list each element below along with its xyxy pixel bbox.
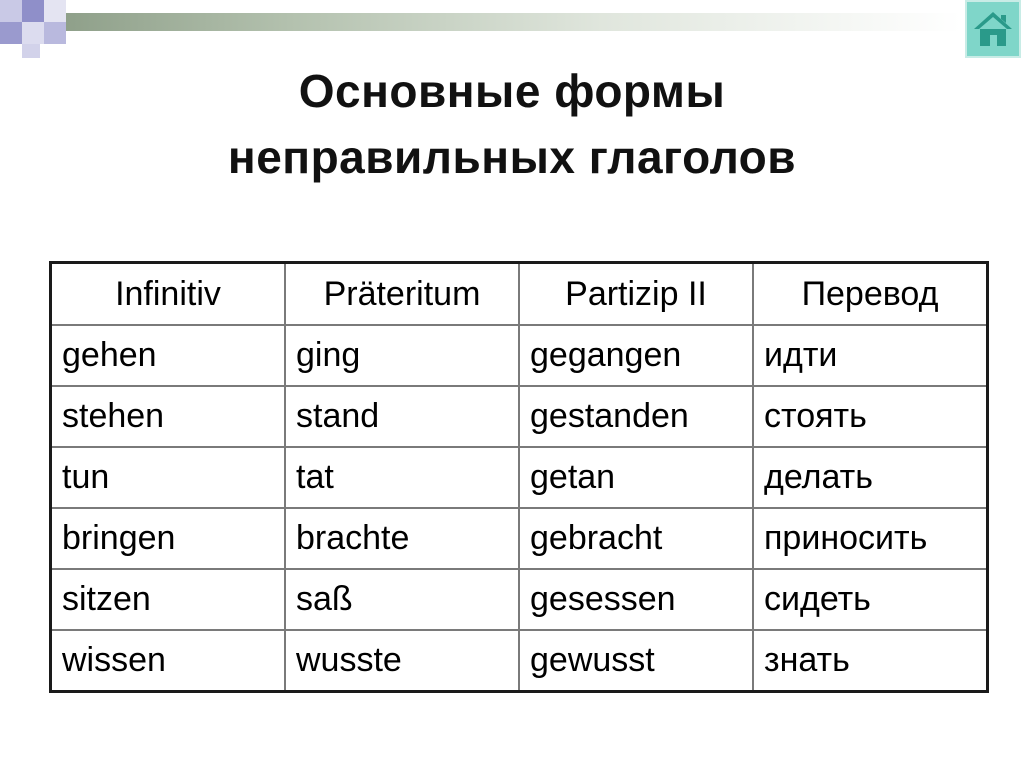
table-cell: stehen — [51, 386, 286, 447]
table-row — [51, 447, 988, 508]
table-row — [51, 386, 988, 447]
decor-square — [0, 0, 22, 22]
table-header-row — [51, 263, 988, 326]
column-header-infinitiv: Infinitiv — [51, 263, 286, 326]
table-row — [51, 569, 988, 630]
table-cell: сидеть — [753, 569, 988, 630]
table-cell: gewusst — [519, 630, 753, 692]
table-cell: gegangen — [519, 325, 753, 386]
table-row — [51, 630, 988, 692]
decor-square — [22, 22, 44, 44]
table-cell: wusste — [285, 630, 519, 692]
table-cell: gestanden — [519, 386, 753, 447]
table-cell: делать — [753, 447, 988, 508]
decor-square — [44, 22, 66, 44]
page-title-line-2: неправильных глаголов — [227, 131, 797, 183]
table-row — [51, 325, 988, 386]
table-cell: стоять — [753, 386, 988, 447]
table-cell: tun — [51, 447, 286, 508]
table-cell: stand — [285, 386, 519, 447]
table-cell: getan — [519, 447, 753, 508]
column-header-translation: Перевод — [753, 263, 988, 326]
verb-forms-table — [49, 261, 989, 693]
table-cell: gesessen — [519, 569, 753, 630]
home-button[interactable] — [965, 0, 1021, 58]
decor-square — [0, 22, 22, 44]
table-cell: gehen — [51, 325, 286, 386]
decor-square — [22, 44, 40, 58]
table-cell: bringen — [51, 508, 286, 569]
table-cell: ging — [285, 325, 519, 386]
table-row — [51, 508, 988, 569]
table-cell: tat — [285, 447, 519, 508]
header-gradient-bar — [66, 13, 961, 31]
decor-square — [22, 0, 44, 22]
table-cell: gebracht — [519, 508, 753, 569]
table-cell: saß — [285, 569, 519, 630]
table-cell: sitzen — [51, 569, 286, 630]
table-cell: приносить — [753, 508, 988, 569]
table-cell: знать — [753, 630, 988, 692]
home-icon — [971, 7, 1015, 51]
decor-square — [44, 0, 66, 22]
table-cell: wissen — [51, 630, 286, 692]
page-title-line-1: Основные формы — [298, 65, 726, 117]
column-header-praeteritum: Präteritum — [285, 263, 519, 326]
table-cell: brachte — [285, 508, 519, 569]
column-header-partizip: Partizip II — [519, 263, 753, 326]
page-title — [0, 58, 1024, 190]
table-cell: идти — [753, 325, 988, 386]
